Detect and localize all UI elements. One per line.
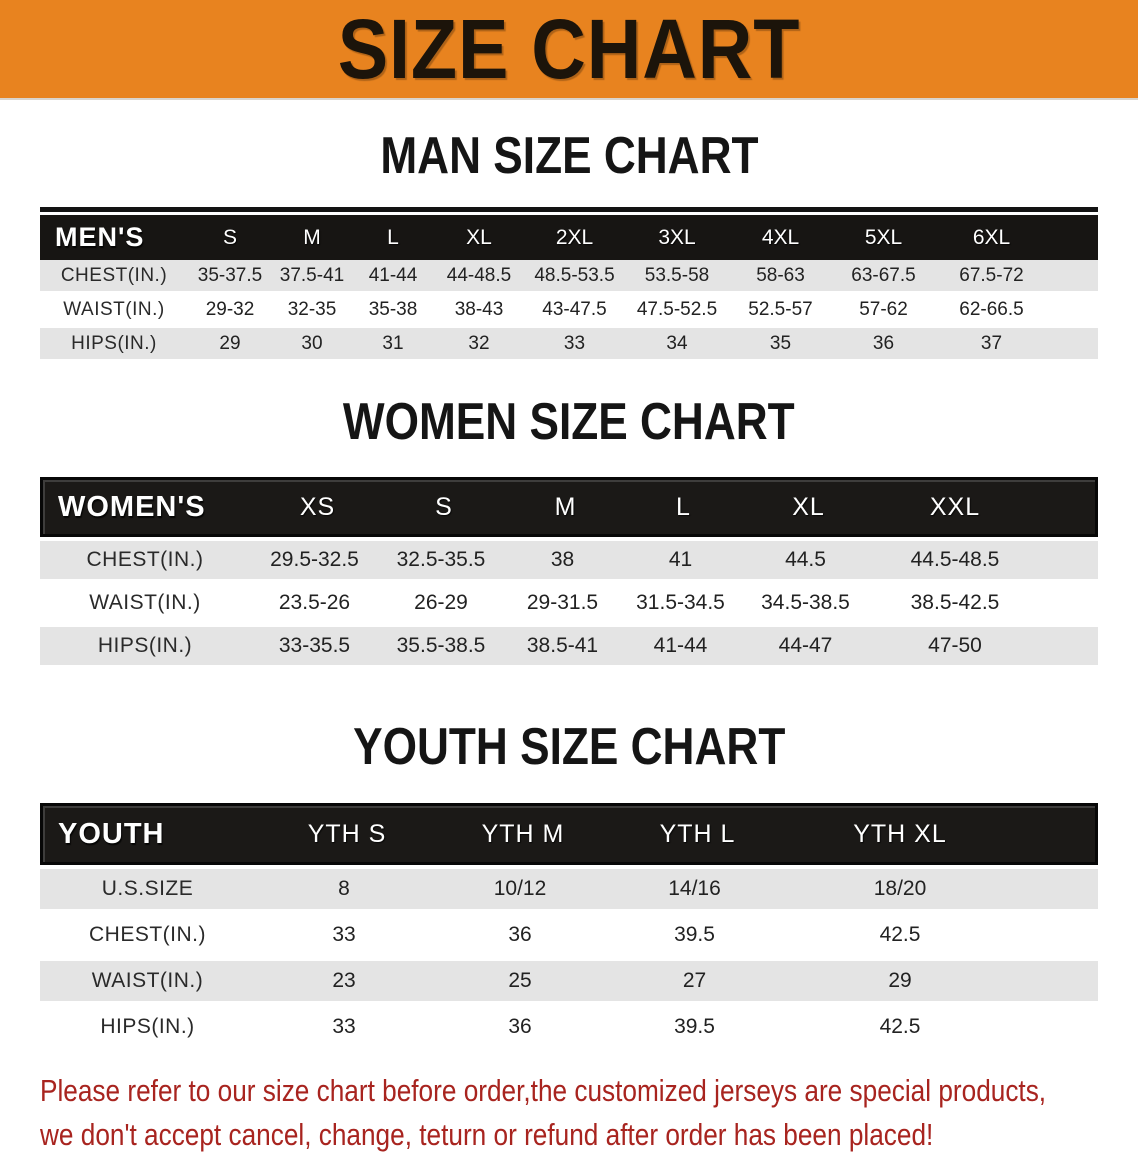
size-column-header: S <box>435 492 453 521</box>
table-cell: 10/12 <box>493 877 547 900</box>
table-cell: 34 <box>666 332 688 354</box>
table-cell: 47.5-52.5 <box>636 298 718 320</box>
policy-line-2: we don't accept cancel, change, teturn or refund after order has been placed! <box>40 1117 934 1152</box>
table-row-hips <box>40 627 1098 665</box>
table-cell: 44-48.5 <box>446 264 512 286</box>
size-column-header: YTH L <box>659 819 736 848</box>
table-cell: 32 <box>468 332 490 354</box>
table-cell: 33-35.5 <box>278 634 351 657</box>
table-cell: 32-35 <box>287 298 337 320</box>
row-label: CHEST(IN.) <box>86 548 204 571</box>
men-section-heading <box>0 126 1138 186</box>
women-section-heading <box>0 392 1138 452</box>
table-cell: 35-37.5 <box>197 264 263 286</box>
row-label: HIPS(IN.) <box>71 332 157 354</box>
women-section-title: WOMEN SIZE CHART <box>343 393 795 451</box>
table-cell: 23.5-26 <box>278 591 351 614</box>
table-cell: 35.5-38.5 <box>396 634 486 657</box>
table-cell: 29-32 <box>205 298 255 320</box>
men-table-topline <box>40 207 1098 212</box>
table-cell: 18/20 <box>873 877 927 900</box>
table-cell: 47-50 <box>928 634 982 657</box>
banner-title: SIZE CHART <box>337 1 801 96</box>
table-cell: 38 <box>550 548 575 571</box>
table-cell: 14/16 <box>668 877 721 900</box>
size-column-header: M <box>554 492 577 521</box>
table-cell: 37.5-41 <box>279 264 345 286</box>
youth-size-table <box>40 803 1098 1047</box>
table-row-waist <box>40 584 1098 622</box>
table-cell: 44.5-48.5 <box>910 548 1000 571</box>
row-label: WAIST(IN.) <box>91 969 204 992</box>
youth-section-heading <box>0 717 1138 777</box>
size-chart-banner <box>0 0 1138 100</box>
table-cell: 52.5-57 <box>748 298 813 320</box>
policy-line-1: Please refer to our size chart before order,the customized jerseys are special products, <box>40 1073 1047 1108</box>
table-cell: 44-47 <box>778 634 833 657</box>
table-cell: 38-43 <box>454 298 504 320</box>
table-cell: 25 <box>508 969 532 992</box>
women-table-label: WOMEN'S <box>58 490 206 523</box>
row-label: CHEST(IN.) <box>89 923 206 946</box>
table-cell: 29 <box>888 969 912 992</box>
table-cell: 26-29 <box>414 591 468 614</box>
table-cell: 8 <box>338 877 350 900</box>
table-cell: 42.5 <box>879 923 921 946</box>
row-label: HIPS(IN.) <box>97 634 193 657</box>
table-row-chest <box>40 541 1098 579</box>
row-label: HIPS(IN.) <box>100 1015 195 1038</box>
table-cell: 48.5-53.5 <box>534 264 615 286</box>
order-policy-note <box>40 1069 1138 1157</box>
table-cell: 23 <box>332 969 356 992</box>
table-cell: 31.5-34.5 <box>636 591 725 614</box>
men-table-header-row <box>40 215 1098 260</box>
table-row-waist <box>40 961 1098 1001</box>
table-row-hips <box>40 1007 1098 1047</box>
size-column-header: YTH XL <box>853 819 947 848</box>
table-cell: 41-44 <box>653 634 708 657</box>
size-column-header: 2XL <box>555 225 594 249</box>
women-table-header-row <box>40 477 1098 537</box>
size-column-header: XS <box>299 492 336 521</box>
row-label: WAIST(IN.) <box>63 298 165 320</box>
table-row-hips <box>40 328 1098 359</box>
table-cell: 35 <box>769 332 792 354</box>
size-column-header: L <box>387 225 399 249</box>
table-cell: 33 <box>563 332 586 354</box>
table-cell: 38.5-42.5 <box>910 591 1000 614</box>
row-label: CHEST(IN.) <box>60 264 168 286</box>
table-cell: 29-31.5 <box>526 591 599 614</box>
table-cell: 37 <box>980 332 1003 354</box>
table-cell: 58-63 <box>756 264 805 286</box>
table-cell: 67.5-72 <box>959 264 1024 286</box>
table-cell: 63-67.5 <box>851 264 916 286</box>
table-row-us-size <box>40 869 1098 909</box>
table-cell: 32.5-35.5 <box>396 548 486 571</box>
table-cell: 39.5 <box>674 1015 715 1038</box>
size-column-header: XL <box>792 492 825 521</box>
table-cell: 57-62 <box>859 298 908 320</box>
size-column-header: S <box>222 225 237 249</box>
size-column-header: YTH S <box>307 819 387 848</box>
youth-table-header-row <box>40 803 1098 865</box>
size-column-header: M <box>303 225 321 249</box>
table-cell: 34.5-38.5 <box>761 591 850 614</box>
size-column-header: 3XL <box>658 225 696 249</box>
table-cell: 39.5 <box>674 923 715 946</box>
table-cell: 36 <box>508 1015 532 1038</box>
size-column-header: XL <box>466 225 492 249</box>
table-cell: 29 <box>219 332 241 354</box>
table-cell: 42.5 <box>879 1015 921 1038</box>
size-column-header: L <box>676 492 691 521</box>
row-label: U.S.SIZE <box>101 877 194 900</box>
table-cell: 38.5-41 <box>526 634 599 657</box>
table-row-chest <box>40 260 1098 291</box>
table-cell: 44.5 <box>785 548 826 571</box>
table-cell: 43-47.5 <box>542 298 607 320</box>
table-cell: 36 <box>872 332 895 354</box>
table-cell: 62-66.5 <box>959 298 1024 320</box>
youth-section-title: YOUTH SIZE CHART <box>352 718 786 776</box>
size-column-header: 6XL <box>972 225 1011 249</box>
table-cell: 33 <box>332 1015 356 1038</box>
table-cell: 29.5-32.5 <box>270 548 359 571</box>
table-cell: 35-38 <box>368 298 418 320</box>
youth-table-label: YOUTH <box>58 817 165 850</box>
size-column-header: 4XL <box>761 225 800 249</box>
size-column-header: 5XL <box>864 225 903 249</box>
table-row-chest <box>40 915 1098 955</box>
women-size-table <box>40 477 1098 665</box>
table-cell: 41-44 <box>368 264 418 286</box>
table-cell: 33 <box>332 923 356 946</box>
size-column-header: XXL <box>929 492 981 521</box>
men-section-title: MAN SIZE CHART <box>379 127 759 185</box>
table-cell: 27 <box>682 969 707 992</box>
row-label: WAIST(IN.) <box>89 591 201 614</box>
table-cell: 36 <box>508 923 532 946</box>
table-cell: 30 <box>301 332 323 354</box>
size-column-header: YTH M <box>481 819 565 848</box>
men-table-label: MEN'S <box>55 222 145 252</box>
men-size-table <box>40 207 1098 359</box>
table-cell: 31 <box>382 332 404 354</box>
table-cell: 53.5-58 <box>644 264 710 286</box>
table-row-waist <box>40 294 1098 325</box>
table-cell: 41 <box>668 548 693 571</box>
